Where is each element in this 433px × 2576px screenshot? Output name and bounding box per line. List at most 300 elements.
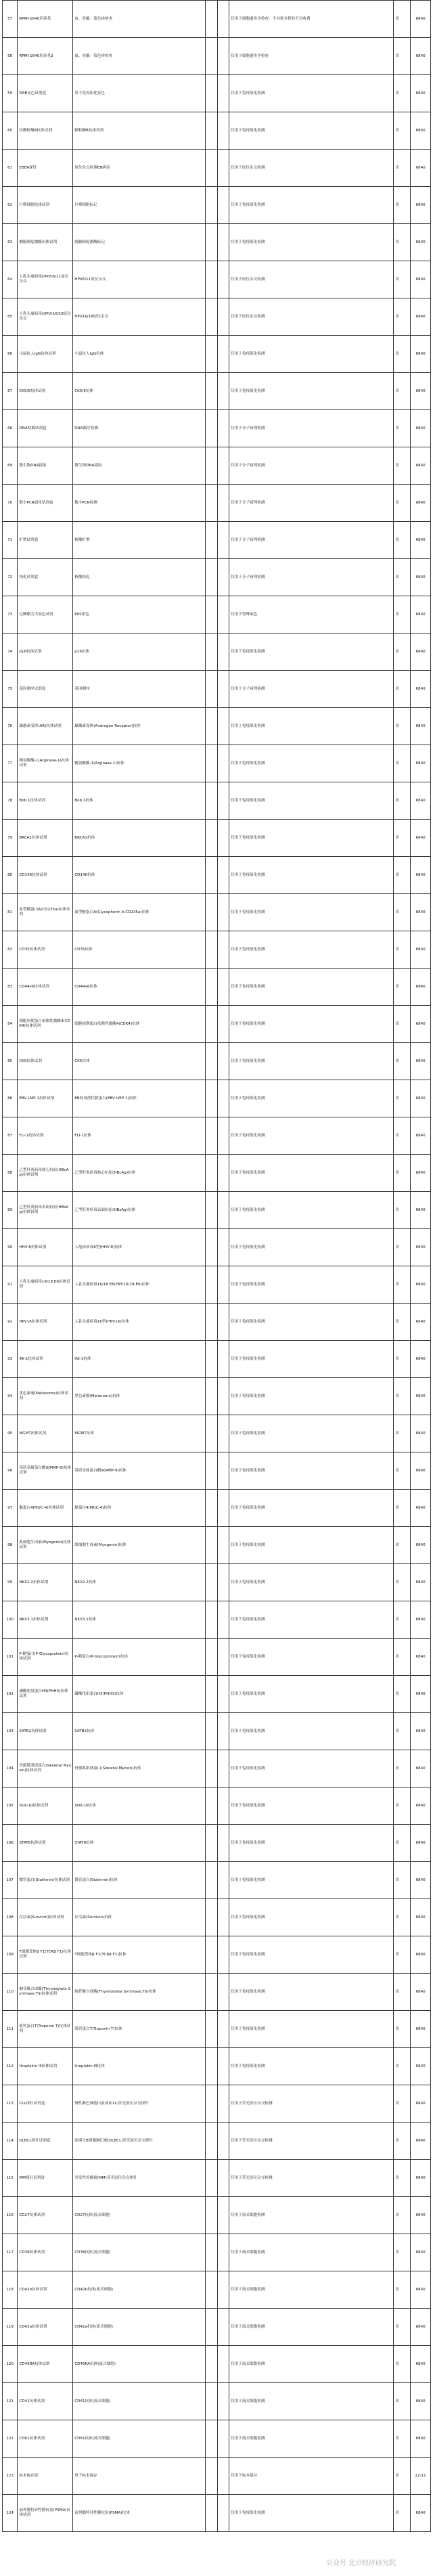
item-note: 仅用于免疫组化检测	[229, 1266, 394, 1304]
row-number: 113	[3, 2085, 18, 2123]
table-row	[3, 2271, 431, 2309]
item-content: EB病毒潜伏膜蛋白(EBV LMP-1)抗体	[73, 1080, 206, 1117]
item-name: 存活素(Survivin)抗体试剂	[18, 1899, 73, 1936]
item-content: CD35抗体	[73, 931, 206, 969]
table-row	[3, 1527, 431, 1564]
item-name: 人乳头瘤病毒(HPV)6/11原位杂交	[18, 261, 73, 298]
price-code: 6840	[411, 1936, 431, 1974]
item-content: CD27抗体(流式细胞)	[73, 2197, 206, 2234]
unit-cell: 次	[394, 1750, 411, 1787]
price-code: 6840	[411, 1564, 431, 1601]
unit-cell: 次	[394, 1676, 411, 1713]
blank-cell	[206, 1229, 217, 1266]
unit-cell: 次	[394, 2011, 411, 2048]
price-code: 6840	[411, 298, 431, 336]
table-row	[3, 2085, 431, 2123]
item-name: 黑色素瘤(Melanoma)抗体试剂	[18, 1378, 73, 1415]
price-code: 6840	[411, 2495, 431, 2532]
item-name: CD27抗体试剂	[18, 2197, 73, 2234]
price-code: 6840	[411, 1229, 431, 1266]
item-content: p16抗体	[73, 634, 206, 671]
row-number: 71	[3, 522, 18, 559]
unit-cell: 次	[394, 1527, 411, 1564]
price-code: 6840	[411, 2085, 431, 2123]
table-row	[3, 2383, 431, 2420]
item-note: 仅用于流式细胞检测	[229, 2346, 394, 2383]
item-content: 存活素(Survivin)抗体	[73, 1899, 206, 1936]
row-number: 119	[3, 2309, 18, 2346]
blank-cell	[217, 1341, 229, 1378]
unit-cell: 次	[394, 1899, 411, 1936]
price-code: 6840	[411, 1006, 431, 1043]
item-note: 仅用于免疫组化检测	[229, 782, 394, 820]
row-number: 60	[3, 112, 18, 150]
table-row	[3, 1192, 431, 1229]
item-name: 乙型肝炎病毒表面抗原(HBsAg)抗体试剂	[18, 1192, 73, 1229]
item-content: 血、骨髓：染色体检查	[73, 38, 206, 75]
blank-cell	[217, 2495, 229, 2532]
item-note: 仅用于免疫组化检测	[229, 2495, 394, 2532]
price-code: 6840	[411, 1825, 431, 1862]
item-note: 仅用于流式细胞检测	[229, 2383, 394, 2420]
item-name: 抗颗粒酶B抗体试剂	[18, 112, 73, 150]
table-row	[3, 596, 431, 634]
row-number: 78	[3, 782, 18, 820]
item-content: 肌钙蛋白T(Troponin T)抗体	[73, 2011, 206, 2048]
item-note: 仅用于免疫组化检测	[229, 1825, 394, 1862]
blank-cell	[217, 2234, 229, 2271]
row-number: 79	[3, 820, 18, 857]
price-code: 6840	[411, 1080, 431, 1117]
blank-cell	[217, 1490, 229, 1527]
price-code: 6840	[411, 931, 431, 969]
blank-cell	[217, 1229, 229, 1266]
row-number: 80	[3, 857, 18, 894]
row-number: 67	[3, 373, 18, 410]
unit-cell: 次	[394, 1043, 411, 1080]
item-content: CK5抗体	[73, 1043, 206, 1080]
unit-cell: 次	[394, 38, 411, 75]
table-row	[3, 336, 431, 373]
row-number: 89	[3, 1192, 18, 1229]
item-note: 仅用于分子病理检测	[229, 559, 394, 596]
item-name: 巨噬细胞抗体试剂	[18, 187, 73, 224]
table-row	[3, 112, 431, 150]
price-code: 6840	[411, 336, 431, 373]
table-row	[3, 373, 431, 410]
item-note: 仅用于免疫组化检测	[229, 112, 394, 150]
item-name: 黏蛋白4(MUC-4)抗体试剂	[18, 1490, 73, 1527]
item-content: 乙型肝炎病毒核心抗原(HBcAg)抗体	[73, 1155, 206, 1192]
blank-cell	[217, 820, 229, 857]
item-name: 胸腺嘧啶激酶抗体试剂	[18, 224, 73, 261]
table-row	[3, 2011, 431, 2048]
table-row	[3, 1713, 431, 1750]
blank-cell	[206, 1676, 217, 1713]
price-code: 6840	[411, 596, 431, 634]
item-content: CD41抗体(流式细胞)	[73, 2383, 206, 2420]
blank-cell	[217, 1936, 229, 1974]
item-name: CD42b抗体试剂	[18, 2271, 73, 2309]
price-code: 6840	[411, 745, 431, 782]
table-row	[3, 671, 431, 708]
item-content: 颗粒酶B抗体试剂	[73, 112, 206, 150]
table-row	[3, 1117, 431, 1155]
price-code: 6840	[411, 857, 431, 894]
row-number: 115	[3, 2160, 18, 2197]
unit-cell: 次	[394, 1601, 411, 1639]
item-name: EBER探针	[18, 150, 73, 187]
blank-cell	[206, 1117, 217, 1155]
blank-cell	[206, 1304, 217, 1341]
item-note: 仅用于免疫组化检测	[229, 1452, 394, 1490]
item-content: 人疱疹病毒8型(HHV-8)抗体	[73, 1229, 206, 1266]
item-note: 仅用于免疫组化检测	[229, 1341, 394, 1378]
blank-cell	[206, 75, 217, 112]
unit-cell: 次	[394, 2160, 411, 2197]
price-code: 6840	[411, 820, 431, 857]
row-number: 93	[3, 1341, 18, 1378]
item-content: 核酸纯化	[73, 559, 206, 596]
row-number: 65	[3, 298, 18, 336]
item-name: CD61抗体试剂	[18, 2420, 73, 2458]
item-note: 仅用于流式细胞检测	[229, 2420, 394, 2458]
unit-cell: 次	[394, 1862, 411, 1899]
row-number: 109	[3, 1936, 18, 1974]
item-content: 胸腺嘧啶激酶标记	[73, 224, 206, 261]
blank-cell	[206, 1192, 217, 1229]
item-note: 仅用于免疫组化检测	[229, 820, 394, 857]
table-row	[3, 2197, 431, 2234]
item-note: 仅用于免疫组化检测	[229, 2048, 394, 2085]
price-code: 6840	[411, 671, 431, 708]
item-name: 精氨酸酶-1(Arginase-1)抗体试剂	[18, 745, 73, 782]
item-note: 仅用于免疫组化检测	[229, 1043, 394, 1080]
row-number: 83	[3, 969, 18, 1006]
table-row	[3, 782, 431, 820]
item-content: CD42b抗体(流式细胞)	[73, 2271, 206, 2309]
item-name: p16抗体试剂	[18, 634, 73, 671]
blank-cell	[206, 2197, 217, 2234]
item-content: CD45RA抗体(流式细胞)	[73, 2346, 206, 2383]
unit-cell: 次	[394, 931, 411, 969]
item-note: 仅用于免疫组化检测	[229, 373, 394, 410]
blank-cell	[217, 708, 229, 745]
table-row	[3, 1452, 431, 1490]
price-code: 6840	[411, 559, 431, 596]
item-note: 仅用于免疫组化检测	[229, 1787, 394, 1825]
unit-cell: 次	[394, 2458, 411, 2495]
blank-cell	[206, 336, 217, 373]
item-note: 仅用于免疫组化检测	[229, 894, 394, 931]
price-code: 6840	[411, 2048, 431, 2085]
blank-cell	[206, 708, 217, 745]
item-note: 仅用于免疫组化检测	[229, 1750, 394, 1787]
item-content: 微管蛋白(Stathmin)抗体	[73, 1862, 206, 1899]
item-note: 仅用于免疫组化检测	[229, 969, 394, 1006]
row-number: 81	[3, 894, 18, 931]
unit-cell: 次	[394, 2123, 411, 2160]
blank-cell	[217, 2458, 229, 2495]
unit-cell: 次	[394, 1490, 411, 1527]
unit-cell: 次	[394, 1974, 411, 2011]
price-code: 6840	[411, 1452, 431, 1490]
row-number: 107	[3, 1862, 18, 1899]
item-content: 血、骨髓：染色体检查	[73, 1, 206, 38]
blank-cell	[217, 782, 229, 820]
price-code: 6840	[411, 782, 431, 820]
table-row	[3, 187, 431, 224]
item-content: 人乳头瘤病毒16型(HPV16)抗体	[73, 1304, 206, 1341]
row-number: 86	[3, 1080, 18, 1117]
table-row	[3, 1601, 431, 1639]
item-name: 磷酸化组蛋白H3(PHH3)抗体试剂	[18, 1676, 73, 1713]
item-content: BRCA1抗体	[73, 820, 206, 857]
item-note: 仅用于分子病理检测	[229, 671, 394, 708]
table-row	[3, 1787, 431, 1825]
item-content: Bob.1抗体	[73, 782, 206, 820]
item-note: 仅用于流式细胞检测	[229, 2197, 394, 2234]
blank-cell	[217, 187, 229, 224]
table-row	[3, 1080, 431, 1117]
row-number: 59	[3, 75, 18, 112]
unit-cell: 次	[394, 1304, 411, 1341]
blank-cell	[217, 1564, 229, 1601]
item-content: 用于标本保存	[73, 2458, 206, 2495]
item-note: 仅用于免疫组化检测	[229, 1974, 394, 2011]
table-row	[3, 1490, 431, 1527]
item-note: 仅用于流式细胞检测	[229, 2309, 394, 2346]
table-row	[3, 2123, 431, 2160]
blank-cell	[206, 1974, 217, 2011]
item-name: NKX2.2抗体试剂	[18, 1564, 73, 1601]
item-content: NKX3.1抗体	[73, 1601, 206, 1639]
item-name: 骨骼肌肌球蛋白(Skeletal Myosin)抗体试剂	[18, 1750, 73, 1787]
unit-cell: 次	[394, 1787, 411, 1825]
price-code: 6840	[411, 1750, 431, 1787]
table-row	[3, 634, 431, 671]
item-name: 细胞周期蛋白依赖性激酶4(CDK4)抗体试剂	[18, 1006, 73, 1043]
item-name: CD146抗体试剂	[18, 857, 73, 894]
row-number: 97	[3, 1490, 18, 1527]
blank-cell	[217, 2309, 229, 2346]
blank-cell	[217, 2011, 229, 2048]
blank-cell	[206, 1713, 217, 1750]
table-row	[3, 1639, 431, 1676]
table-row	[3, 931, 431, 969]
table-row	[3, 38, 431, 75]
row-number: 64	[3, 261, 18, 298]
unit-cell: 次	[394, 1825, 411, 1862]
price-code: 6840	[411, 1601, 431, 1639]
row-number: 58	[3, 38, 18, 75]
item-note: 仅用于特殊染色	[229, 596, 394, 634]
unit-cell: 次	[394, 1415, 411, 1452]
table-row	[3, 2495, 431, 2532]
table-row	[3, 1974, 431, 2011]
item-content: CD61抗体(流式细胞)	[73, 2420, 206, 2458]
row-number: 66	[3, 336, 18, 373]
item-content: 黑色素瘤(Melanoma)抗体	[73, 1378, 206, 1415]
item-note: 仅用于免疫组化检测	[229, 1601, 394, 1639]
table-row	[3, 2048, 431, 2085]
unit-cell: 次	[394, 75, 411, 112]
blank-cell	[217, 1899, 229, 1936]
unit-cell: 次	[394, 1341, 411, 1378]
row-number: 100	[3, 1601, 18, 1639]
item-name: 微管蛋白(Stathmin)抗体试剂	[18, 1862, 73, 1899]
item-name: HPV16抗体试剂	[18, 1304, 73, 1341]
item-name: 前列腺特异性膜抗原(PSMA)抗体试剂	[18, 2495, 73, 2532]
item-note: 仅用于细胞遗传学检查，不具备分析的不另收费	[229, 1, 394, 38]
item-note: 仅用于原位杂交检测	[229, 150, 394, 187]
price-code: 6840	[411, 1415, 431, 1452]
item-note: 仅用于免疫组化检测	[229, 634, 394, 671]
item-name: 纯化试剂盒	[18, 559, 73, 596]
item-content: 人乳头瘤病毒16/18 E6(HPV16/18-E6)抗体	[73, 1266, 206, 1304]
blank-cell	[217, 1, 229, 38]
blank-cell	[206, 782, 217, 820]
item-name: MGMT抗体试剂	[18, 1415, 73, 1452]
item-note: 仅用于标本保存	[229, 2458, 394, 2495]
price-code: 6840	[411, 634, 431, 671]
unit-cell: 次	[394, 634, 411, 671]
price-code: 6840	[411, 2271, 431, 2309]
table-row	[3, 1155, 431, 1192]
price-code: 6840	[411, 2420, 431, 2458]
item-note: 仅用于荧光原位杂交检测	[229, 2160, 394, 2197]
item-content: 前列腺特异性膜抗原(PSMA)抗体	[73, 2495, 206, 2532]
blank-cell	[206, 38, 217, 75]
blank-cell	[206, 2234, 217, 2271]
blank-cell	[206, 1936, 217, 1974]
row-number: 77	[3, 745, 18, 782]
table-body	[3, 1, 431, 2532]
item-name: SATB2抗体试剂	[18, 1713, 73, 1750]
row-number: 69	[3, 447, 18, 485]
blank-cell	[217, 2197, 229, 2234]
row-number: 88	[3, 1155, 18, 1192]
price-code: 6840	[411, 1, 431, 38]
item-content: 用于免疫组化显色	[73, 75, 206, 112]
table-row	[3, 1862, 431, 1899]
blank-cell	[217, 2383, 229, 2420]
table-row	[3, 2346, 431, 2383]
row-number: 90	[3, 1229, 18, 1266]
item-note: 仅用于荧光原位杂交检测	[229, 2085, 394, 2123]
blank-cell	[206, 931, 217, 969]
blank-cell	[206, 373, 217, 410]
row-number: 105	[3, 1787, 18, 1825]
blank-cell	[206, 2123, 217, 2160]
item-name: HHV-8抗体试剂	[18, 1229, 73, 1266]
price-code: 22-11	[411, 2458, 431, 2495]
item-content: CD42a抗体(流式细胞)	[73, 2309, 206, 2346]
item-content: MGMT抗体	[73, 1415, 206, 1452]
unit-cell: 次	[394, 1713, 411, 1750]
item-content: 微生物DNA提取	[73, 447, 206, 485]
table-row	[3, 820, 431, 857]
unit-cell: 次	[394, 1155, 411, 1192]
blank-cell	[217, 150, 229, 187]
unit-cell: 次	[394, 2271, 411, 2309]
row-number: 82	[3, 931, 18, 969]
unit-cell: 次	[394, 2495, 411, 2532]
blank-cell	[206, 1639, 217, 1676]
row-number: 61	[3, 150, 18, 187]
table-row	[3, 1229, 431, 1266]
item-note: 仅用于免疫组化检测	[229, 224, 394, 261]
item-name: CK5/6抗体试剂	[18, 373, 73, 410]
blank-cell	[217, 634, 229, 671]
blank-cell	[206, 2346, 217, 2383]
row-number: 76	[3, 708, 18, 745]
price-code: 6840	[411, 2346, 431, 2383]
item-name: RPMI-1640培养基	[18, 1, 73, 38]
unit-cell: 次	[394, 2197, 411, 2234]
item-content: INI-1抗体	[73, 1341, 206, 1378]
blank-cell	[206, 298, 217, 336]
unit-cell: 次	[394, 112, 411, 150]
item-note: 仅用于原位杂交检测	[229, 261, 394, 298]
item-note: 仅用于免疫组化检测	[229, 1415, 394, 1452]
item-note: 仅用于流式细胞检测	[229, 2234, 394, 2271]
blank-cell	[217, 857, 229, 894]
blank-cell	[206, 1080, 217, 1117]
table-row	[3, 1006, 431, 1043]
blank-cell	[206, 261, 217, 298]
table-row	[3, 2420, 431, 2458]
price-code: 6840	[411, 187, 431, 224]
row-number: 98	[3, 1527, 18, 1564]
unit-cell: 次	[394, 1080, 411, 1117]
row-number: 110	[3, 1974, 18, 2011]
row-number: 91	[3, 1266, 18, 1304]
item-content: 慢性淋巴细胞白血病(CLL)荧光原位杂交探针	[73, 2085, 206, 2123]
unit-cell: 次	[394, 1192, 411, 1229]
table-row	[3, 1, 431, 38]
row-number: 95	[3, 1415, 18, 1452]
blank-cell	[217, 969, 229, 1006]
item-note: 仅用于免疫组化检测	[229, 857, 394, 894]
price-code: 6840	[411, 447, 431, 485]
item-name: 肌细胞生成素(Myogenin)抗体试剂	[18, 1527, 73, 1564]
blank-cell	[217, 2160, 229, 2197]
table-row	[3, 1304, 431, 1341]
blank-cell	[217, 38, 229, 75]
price-code: 6840	[411, 1974, 431, 2011]
blank-cell	[206, 1266, 217, 1304]
item-note: 仅用于免疫组化检测	[229, 1192, 394, 1229]
row-number: 101	[3, 1639, 18, 1676]
blank-cell	[217, 1378, 229, 1415]
blank-cell	[206, 1415, 217, 1452]
item-content: 细胞周期蛋白依赖性激酶4(CDK4)抗体	[73, 1006, 206, 1043]
row-number: 123	[3, 2458, 18, 2495]
blank-cell	[217, 1117, 229, 1155]
table-row	[3, 298, 431, 336]
item-name: 人乳头瘤病毒(HPV)16/18原位杂交	[18, 298, 73, 336]
item-content: HPV16/18原位杂交	[73, 298, 206, 336]
blank-cell	[217, 1862, 229, 1899]
item-content: 基因测序	[73, 671, 206, 708]
blank-cell	[206, 2271, 217, 2309]
item-content: 弥漫大B细胞淋巴瘤(DLBCL)荧光原位杂交探针	[73, 2123, 206, 2160]
item-name: T细胞受体β F1(TCRβ F1)抗体试剂	[18, 1936, 73, 1974]
blank-cell	[206, 1862, 217, 1899]
blank-cell	[206, 2309, 217, 2346]
unit-cell: 次	[394, 1452, 411, 1490]
